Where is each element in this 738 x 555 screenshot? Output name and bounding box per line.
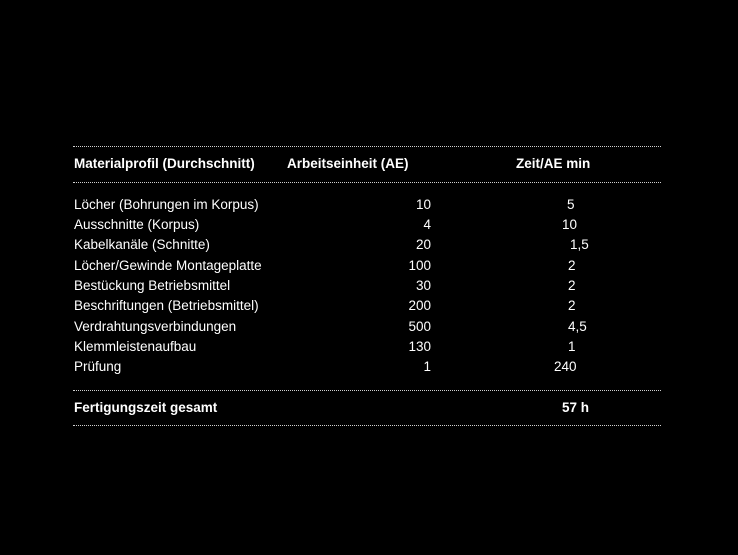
row-label: Löcher (Bohrungen im Korpus) — [74, 197, 259, 212]
total-label: Fertigungszeit gesamt — [74, 400, 218, 415]
row-label: Prüfung — [74, 359, 122, 374]
divider-total — [73, 390, 661, 391]
header-material-profile: Materialprofil (Durchschnitt) — [74, 156, 255, 171]
total-value: 57 h — [562, 400, 590, 415]
row-units: 30 — [415, 278, 431, 293]
divider-bottom — [73, 425, 661, 426]
table-row — [73, 215, 661, 235]
row-units: 10 — [415, 197, 431, 212]
row-units: 4 — [423, 217, 431, 232]
row-label: Kabelkanäle (Schnitte) — [74, 237, 210, 252]
table-row — [73, 256, 661, 276]
row-time: 2 — [568, 298, 576, 313]
table-row — [73, 317, 661, 337]
table-row — [73, 195, 661, 215]
divider-header — [73, 182, 661, 183]
table-row — [73, 235, 661, 255]
row-units: 130 — [408, 339, 431, 354]
row-label: Bestückung Betriebsmittel — [74, 278, 231, 293]
row-units: 200 — [408, 298, 431, 313]
row-time: 1,5 — [570, 237, 589, 252]
row-time: 4,5 — [568, 319, 587, 334]
table-row — [73, 357, 661, 377]
row-time: 10 — [562, 217, 578, 232]
row-units: 100 — [408, 258, 431, 273]
table-header-row — [73, 154, 661, 174]
row-label: Klemmleistenaufbau — [74, 339, 197, 354]
header-time-per-unit: Zeit/AE min — [516, 156, 591, 171]
row-time: 5 — [567, 197, 575, 212]
row-time: 240 — [554, 359, 577, 374]
row-time: 1 — [568, 339, 576, 354]
row-label: Beschriftungen (Betriebsmittel) — [74, 298, 259, 313]
row-time: 2 — [568, 258, 576, 273]
row-label: Löcher/Gewinde Montageplatte — [74, 258, 262, 273]
row-time: 2 — [568, 278, 576, 293]
row-units: 20 — [415, 237, 431, 252]
row-label: Ausschnitte (Korpus) — [74, 217, 200, 232]
row-units: 500 — [408, 319, 431, 334]
table-total-row — [73, 398, 661, 418]
row-units: 1 — [423, 359, 431, 374]
divider-top — [73, 146, 661, 147]
table-row — [73, 296, 661, 316]
row-label: Verdrahtungsverbindungen — [74, 319, 237, 334]
table-row — [73, 337, 661, 357]
table-row — [73, 276, 661, 296]
header-work-unit: Arbeitseinheit (AE) — [287, 156, 409, 171]
